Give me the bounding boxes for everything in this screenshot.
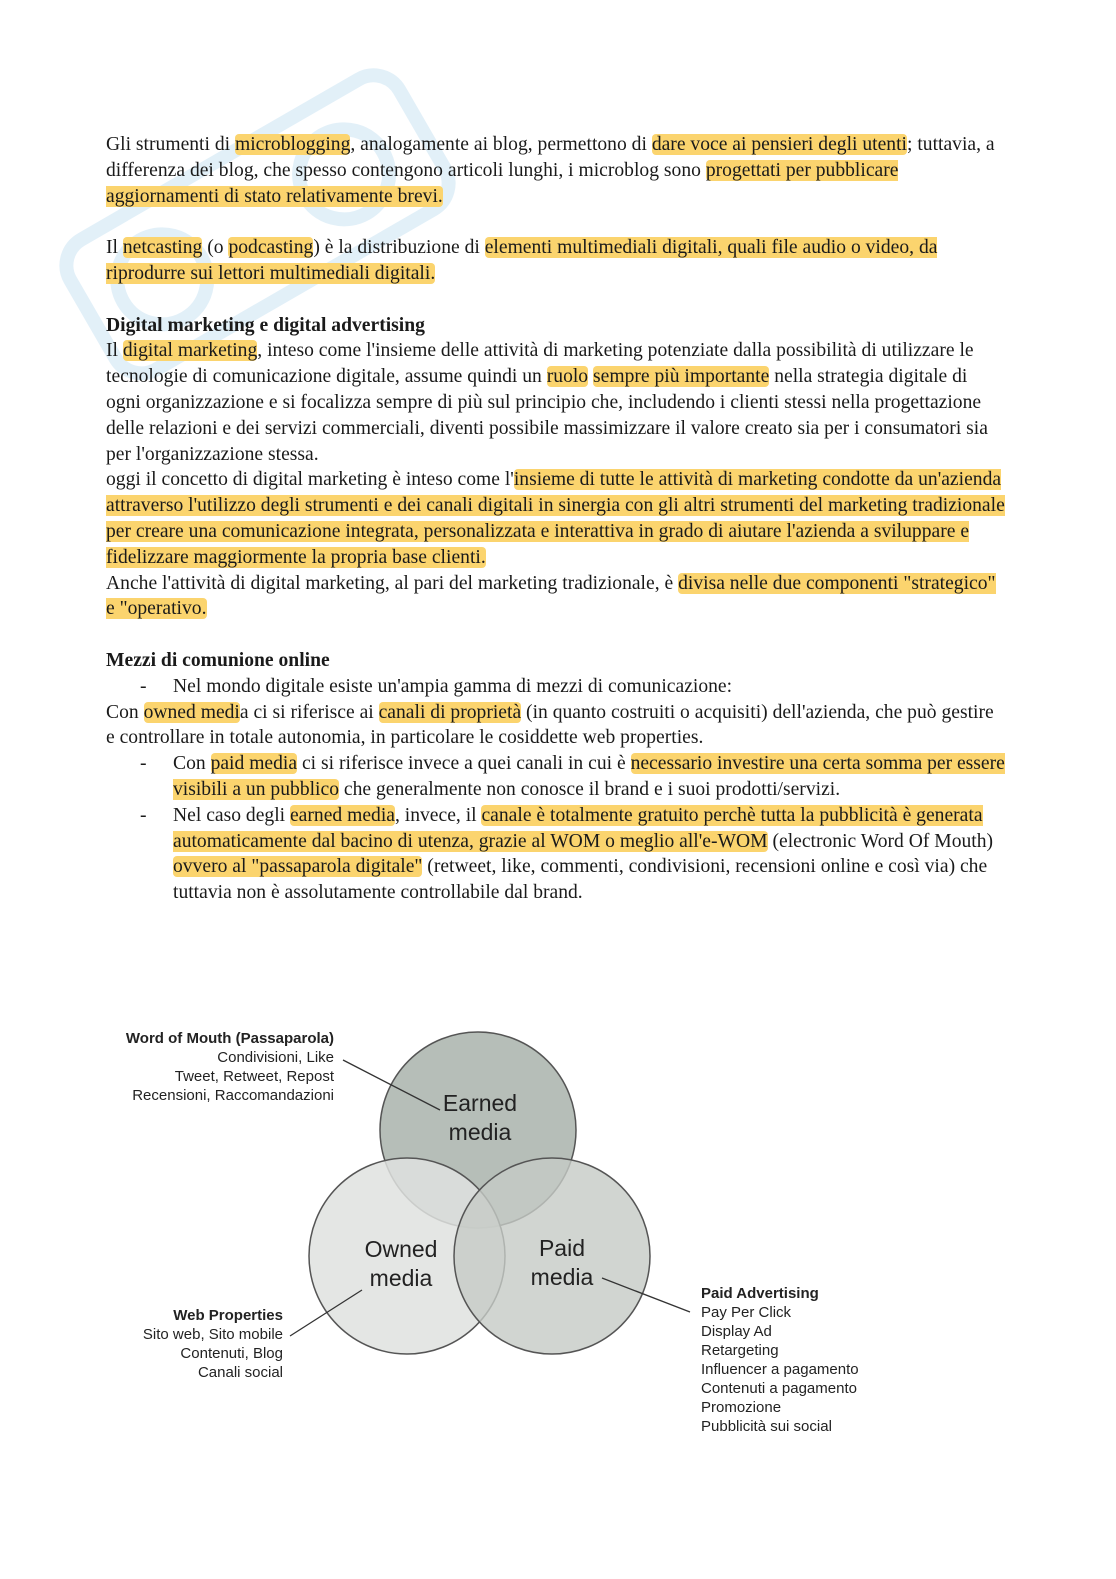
paragraph-netcasting: Il netcasting (o podcasting) è la distribuzione di elementi multimediali digitali, quali file audio o video, da riprodurre sui lettori multimediali digitali. — [106, 237, 938, 284]
bullet-list — [106, 674, 1006, 700]
document-body — [106, 132, 1006, 906]
paragraph-digital-marketing-components: Anche l'attività di digital marketing, al pari del marketing tradizionale, è divisa nelle due componenti "strategico" e "operativo. — [106, 572, 996, 620]
bullet-list — [106, 751, 1006, 906]
paragraph-digital-marketing-definition: oggi il concetto di digital marketing è inteso come l'insieme di tutte le attività di marketing condotte da un'azienda attraverso l'utilizzo degli strumenti e dei canali digitali in sinergia con gli altri strumenti del marketing tradizionale per creare una comunicazione integrata, personalizzata e interattiva in grado di aiutare l'azienda a sviluppare e fidelizzare maggiormente la propria base clienti. — [106, 469, 1005, 568]
highlight: paid media — [210, 753, 298, 775]
paid-annotation-item: Promozione — [701, 1399, 782, 1416]
highlight: ovvero al "passaparola digitale" — [173, 856, 423, 878]
owned-circle-label-1: Owned — [364, 1236, 438, 1262]
owned-annotation-item: Sito web, Sito mobile — [142, 1326, 283, 1343]
owned-annotation-item: Contenuti, Blog — [180, 1345, 283, 1362]
highlight: microblogging — [235, 134, 351, 155]
earned-annotation-item: Tweet, Retweet, Repost — [174, 1068, 334, 1085]
paid-circle-label-1: Paid — [538, 1235, 586, 1261]
highlight: insieme di tutte le attività di marketing condotte da un'azienda attraverso l'utilizzo degli strumenti e dei canali digitali in sinergia con gli altri strumenti del marketing tradizionale per creare una comunicazione integrata, personalizzata e interattiva in grado di aiutare l'azienda a sviluppare e fidelizzare maggiormente la propria base clienti. — [106, 469, 1005, 568]
paid-circle-label-2: media — [530, 1264, 594, 1290]
owned-annotation-title: Web Properties — [173, 1307, 283, 1324]
paid-annotation-item: Contenuti a pagamento — [701, 1380, 857, 1397]
highlight: podcasting — [228, 237, 314, 259]
earned-annotation-title: Word of Mouth (Passaparola) — [125, 1030, 334, 1047]
highlight: netcasting — [122, 237, 203, 259]
paid-annotation-item: Retargeting — [701, 1342, 779, 1359]
earned-annotation-item: Recensioni, Raccomandazioni — [132, 1087, 334, 1104]
earned-circle-label-2: media — [448, 1119, 512, 1145]
list-item-earned-media: - Nel caso degli earned media, invece, il canale è totalmente gratuito perchè tutta la pubblicità è generata automaticamente dal bacino di utenza, grazie al WOM o meglio all'e-WOM (electronic Word Of Mouth) ovvero al "passaparola digitale" (retweet, like, commenti, condivisioni, recensioni online e così via) che tuttavia non è assolutamente controllabile dal brand. — [173, 803, 1006, 906]
paid-annotation-item: Display Ad — [701, 1323, 772, 1340]
highlight: elementi multimediali digitali, quali file audio o video, da riprodurre sui lettori multimediali digitali. — [106, 237, 938, 284]
owned-annotation-item: Canali social — [197, 1364, 283, 1381]
paid-annotation-item: Influencer a pagamento — [701, 1361, 859, 1378]
highlight: earned media — [289, 804, 395, 826]
owned-circle-label-2: media — [369, 1265, 433, 1291]
highlight: necessario investire una certa somma per essere visibili a un pubblico — [173, 753, 1005, 800]
highlight: canale è totalmente gratuito perchè tutta la pubblicità è generata automaticamente dal bacino di utenza, grazie al WOM o meglio all'e-WOM — [173, 804, 983, 852]
paragraph-digital-marketing: Il digital marketing, inteso come l'insieme delle attività di marketing potenziate dalla possibilità di utilizzare le tecnologie di comunicazione digitale, assume quindi un ruolo sempre più importante nella strategia digitale di ogni organizzazione e si focalizza sempre di più sul principio che, includendo i clienti stessi nella progettazione delle relazioni e dei servizi commerciali, diventi possibile massimizzare il valore creato sia per i consumatori sia per l'organizzazione stessa. — [106, 340, 988, 465]
paragraph-owned-media: Con owned media ci si riferisce ai canali di proprietà (in quanto costruiti o acquisiti) dell'azienda, che può gestire e controllare in totale autonomia, in particolare le cosiddette web properties. — [106, 701, 994, 749]
section-heading-digital-marketing: Digital marketing e digital advertising — [106, 314, 425, 336]
highlight: progettati per pubblicare aggiornamenti di stato relativamente brevi. — [106, 159, 899, 207]
highlight: canali di proprietà — [378, 701, 522, 723]
earned-circle-label-1: Earned — [442, 1090, 518, 1116]
section-heading-mezzi: Mezzi di comunione online — [106, 649, 330, 671]
paid-annotation-title: Paid Advertising — [701, 1285, 819, 1302]
earned-annotation-item: Condivisioni, Like — [217, 1049, 334, 1066]
highlight: digital marketing — [122, 340, 258, 362]
highlight: ruolo — [546, 366, 589, 388]
highlight: divisa nelle due componenti "strategico" e "operativo. — [106, 572, 996, 620]
highlight: dare voce ai pensieri degli utenti — [651, 134, 907, 155]
highlight: owned medi — [143, 701, 240, 723]
paid-annotation-item: Pubblicità sui social — [701, 1418, 832, 1435]
list-item: - Nel mondo digitale esiste un'ampia gamma di mezzi di comunicazione: — [173, 674, 1006, 700]
paragraph-microblogging: Gli strumenti di microblogging, analogamente ai blog, permettono di dare voce ai pensieri degli utenti; tuttavia, a differenza dei blog, che spesso contengono articoli lunghi, i microblog sono progettati per pubblicare aggiornamenti di stato relativamente brevi. — [106, 134, 995, 207]
highlight: sempre più importante — [593, 366, 770, 388]
list-item-paid-media: - Con paid media ci si riferisce invece a quei canali in cui è necessario investire una certa somma per essere visibili a un pubblico che generalmente non conosce il brand e i suoi prodotti/servizi. — [173, 751, 1006, 803]
media-venn-diagram — [100, 1010, 900, 1460]
paid-annotation-item: Pay Per Click — [701, 1304, 792, 1321]
